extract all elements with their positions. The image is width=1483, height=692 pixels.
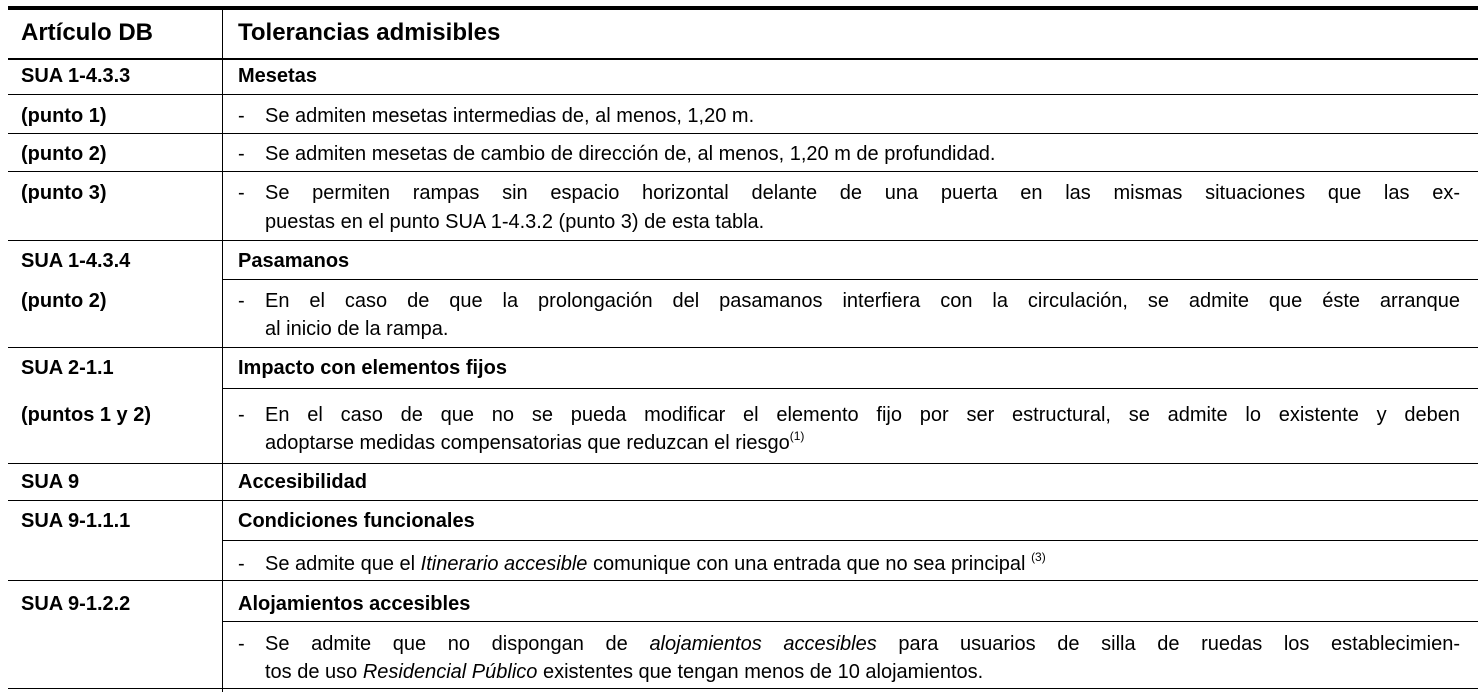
- footnote-ref: (3): [1031, 550, 1046, 564]
- tolerance-text: al inicio de la rampa.: [265, 318, 449, 340]
- footnote-ref: (1): [789, 429, 805, 443]
- row-divider: [8, 240, 1478, 241]
- row-divider: [8, 171, 1478, 172]
- tolerance-text-part: para usuarios de silla de ruedas los establecimien-: [876, 633, 1460, 655]
- header-tolerances: Tolerancias admisibles: [238, 19, 501, 46]
- table-top-rule: [8, 6, 1478, 10]
- row-divider: [8, 580, 1478, 581]
- tolerance-text-part: Se admite que el: [265, 553, 421, 575]
- bullet-dash: -: [238, 105, 245, 127]
- tolerance-text: [265, 632, 1460, 656]
- section-title: Pasamanos: [238, 250, 350, 272]
- bullet-dash: -: [238, 404, 245, 426]
- tolerance-text-part: adoptarse medidas compensatorias que reduzcan el riesgo: [265, 432, 790, 454]
- article-cell: SUA 1-4.3.3: [21, 65, 131, 87]
- tolerance-text: puestas en el punto SUA 1-4.3.2 (punto 3) de esta tabla.: [265, 211, 765, 233]
- row-divider: [222, 279, 1478, 280]
- row-divider: [8, 347, 1478, 348]
- column-divider: [222, 10, 223, 692]
- tolerance-text: Se permiten rampas sin espacio horizontal delante de una puerta en las mismas situaciones que las ex-: [265, 182, 1460, 204]
- tolerance-text: Se admiten mesetas de cambio de dirección de, al menos, 1,20 m de profundidad.: [265, 143, 996, 165]
- article-cell: (puntos 1 y 2): [21, 404, 152, 426]
- header-article: Artículo DB: [21, 19, 153, 46]
- tolerance-text-part: comunique con una entrada que no sea principal: [587, 553, 1032, 575]
- row-divider: [8, 133, 1478, 134]
- bullet-dash: -: [238, 290, 245, 312]
- row-divider: [8, 500, 1478, 501]
- article-cell: (punto 1): [21, 105, 107, 127]
- row-divider: [8, 58, 1478, 60]
- article-cell: (punto 3): [21, 182, 107, 204]
- tolerance-text: Se admiten mesetas intermedias de, al menos, 1,20 m.: [265, 105, 755, 127]
- tolerance-text-part: Se admite que no dispongan de: [265, 633, 650, 655]
- section-title: Impacto con elementos fijos: [238, 357, 507, 379]
- row-divider: [8, 463, 1478, 464]
- bullet-dash: -: [238, 553, 245, 575]
- article-cell: SUA 9-1.1.1: [21, 510, 131, 532]
- section-title: Condiciones funcionales: [238, 510, 475, 532]
- tolerance-text: [265, 552, 1046, 576]
- row-divider: [222, 540, 1478, 541]
- row-divider: [8, 688, 1478, 689]
- bullet-dash: -: [238, 633, 245, 655]
- tolerance-text-part: tos de uso: [265, 661, 363, 683]
- row-divider: [222, 621, 1478, 622]
- article-cell: SUA 9: [21, 471, 80, 493]
- article-cell: (punto 2): [21, 143, 107, 165]
- section-title: Accesibilidad: [238, 471, 367, 493]
- article-cell: SUA 9-1.2.2: [21, 593, 131, 615]
- row-divider: [8, 94, 1478, 95]
- article-cell: SUA 2-1.1: [21, 357, 114, 379]
- bullet-dash: -: [238, 182, 245, 204]
- tolerance-text: En el caso de que no se pueda modificar el elemento fijo por ser estructural, se admite lo existente y deben: [265, 404, 1460, 426]
- tolerance-text-part: existentes que tengan menos de 10 alojamientos.: [537, 661, 984, 683]
- section-title: Alojamientos accesibles: [238, 593, 471, 615]
- tolerance-text-italic: Itinerario accesible: [420, 553, 588, 575]
- bullet-dash: -: [238, 143, 245, 165]
- tolerance-text-italic: Residencial Público: [362, 661, 538, 683]
- article-cell: (punto 2): [21, 290, 107, 312]
- tolerance-text: En el caso de que la prolongación del pasamanos interfiera con la circulación, se admite que éste arranque: [265, 290, 1460, 312]
- row-divider: [222, 388, 1478, 389]
- section-title: Mesetas: [238, 65, 317, 87]
- tolerance-text-italic: alojamientos accesibles: [649, 633, 877, 655]
- tolerance-text: [265, 660, 983, 684]
- article-cell: SUA 1-4.3.4: [21, 250, 131, 272]
- tolerance-text: [265, 431, 804, 455]
